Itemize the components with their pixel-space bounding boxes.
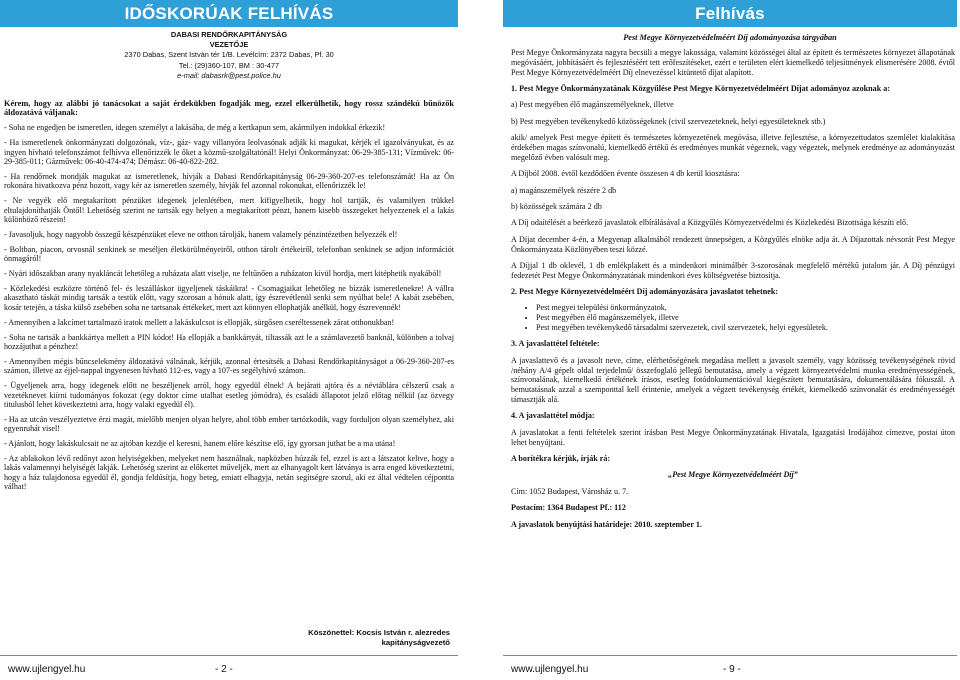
left-tip-paragraph: - Javasoljuk, hogy nagyobb összegű készpénzüket eleve ne otthon tárolják, hanem valamely pénzintézetben helyezzék el! bbox=[4, 229, 398, 239]
body-paragraph: akik/ amelyek Pest megye épített és természetes környezetének megóvása, illetve fejlesztése, a környezettudatos szemlélet kialakítása érdekében magas színvonalú, kiemelkedő értékű és eredményes munkát végeznek, vagy végeztek, melynek eredménye az adományozást megelőző évben valósult meg. bbox=[511, 133, 955, 162]
signature-thanks: Köszönettel: Kocsis István r. alezredes bbox=[308, 628, 450, 637]
police-office-role: VEZETŐJE bbox=[209, 40, 249, 50]
police-phone: Tel.: (29)360-107, BM : 30-477 bbox=[178, 60, 280, 70]
police-email: e-mail: dabasrk@pest.police.hu bbox=[177, 70, 281, 80]
left-tip-paragraph: - Nyári időszakban arany nyakláncát lehetőleg a ruházata alatt viselje, ne feltűnően a ruházaton kívül hordja, mert kitéphetik nyakából! bbox=[4, 269, 442, 279]
body-paragraph: a) magánszemélyek részére 2 db bbox=[511, 185, 617, 195]
body-paragraph: A Díjból 2008. évtől kezdődően évente összesen 4 db kerül kiosztásra: bbox=[511, 169, 740, 179]
right-footer bbox=[503, 655, 957, 680]
left-tip-paragraph: - Ha rendőrnek mondják magukat az ismeretlenek, hívják a Dabasi Rendőrkapitányság 06-29-360-207-es telefonszámát! Ha az Ön rokonára hivatkozva pénz hozott, vagy kér az ismeretlen személy, hívják fel azonnal rokonukat, ellenőrizzék le! bbox=[4, 171, 454, 191]
left-tip-paragraph: - Boltban, piacon, orvosnál senkinek se meséljen életkörülményeiről, otthon tárolt értékeiről, telefonban senkinek se adjon információt önmagáról! bbox=[4, 244, 454, 264]
left-tip-paragraph: - Ügyeljenek arra, hogy idegenek előtt ne beszéljenek arról, hogy egyedül élnek! A bejárati ajtóra és a névtáblára célszerű csak a vezetéknevet kiírni tudományos fokozat (egy doktor címe utalhat esetleg jómódra), és családi állapotot jelző előtag nélkül (az özvegy titulusból lehet következtetni arra, hogy valaki egyedül él). bbox=[4, 381, 454, 410]
police-office-name: DABASI RENDŐRKAPITÁNYSÁG bbox=[170, 30, 288, 39]
left-footer bbox=[0, 655, 458, 680]
police-address: 2370 Dabas, Szent István tér 1/B. Levélcím: 2372 Dabas, Pf. 30 bbox=[124, 50, 334, 60]
left-tip-paragraph: - Soha ne engedjen be ismeretlen, idegen személyt a lakásába, de még a kertkapun sem, akármilyen indokkal érkezik! bbox=[4, 123, 386, 133]
section-heading: 3. A javaslattétel feltétele: bbox=[511, 339, 600, 349]
right-article-body bbox=[511, 48, 955, 536]
right-footer-page-number: - 9 - bbox=[723, 664, 741, 675]
left-article-body bbox=[4, 99, 454, 497]
left-tip-paragraph: - Ajánlott, hogy lakáskulcsait ne az ajtóban kezdje el keresni, hanem előre készítse elő, így gyorsan juthat be a ma utána! bbox=[4, 439, 396, 449]
section-heading: 1. Pest Megye Önkormányzatának Közgyűlése Pest Megye Környezetvédelméért Díjat adományoz azoknak a: bbox=[511, 83, 890, 93]
body-paragraph: Pest Megye Önkormányzata nagyra becsüli a megye lakossága, valamint közösségei által az épített és természetes környezet állapotának megóvásáért, jobbításáért és fejlesztéséért tett erőfeszítéseket, ezért e területen elért kiemelkedő teljesítmények elismerésére 2008. évtől Pest Megye Környezetvédelméért Díj elnevezéssel kitüntető díjat alapított. bbox=[511, 48, 955, 77]
police-contact-block bbox=[0, 30, 458, 81]
left-tip-paragraph: - Az ablakokon lévő redőnyt azon helyiségekben, melyeket nem használnak, napközben húzzák fel, ezzel is azt a látszatot keltve, hogy a lakás valamennyi helyiségét lakják. Lehetőség szerint az előkertet műveljék, mert az elhanyagolt kert látványa is arra enged következtetni, hogy a ház tulajdonosa egyedül él, gondja feldúsítja, hogy beteg, emiatt elhagyja, netán segítségre szorul, aki ez által védtelen céjpontta válhat! bbox=[4, 454, 454, 492]
envelope-label: „Pest Megye Környezetvédelméért Díj” bbox=[668, 470, 798, 480]
body-paragraph: A Díj odaítélését a beérkező javaslatok elbírálásával a Közgyűlés Környezetvédelmi és Közlekedési Bizottsága készíti elő. bbox=[511, 218, 909, 228]
left-tip-paragraph: - Közlekedési eszközre történő fel- és leszálláskor ügyeljenek táskáikra! - Csomagjaikat lehetőleg ne bízzák ismeretlenekre! A vállra akasztható táskát mindig tartsák a testük előtt, vagy szorosan a hónuk alatt, így észrevétlenül senki sem nyúlhat bele! A kabát zsebében, kosár tetején, a táska külső zsebében soha ne tartsanak értékeket, mert azt könnyen ellophatják anélkül, hogy észrevennék! bbox=[4, 283, 454, 312]
section-heading: 2. Pest Megye Környezetvédelméért Díj adományozására javaslatot tehetnek: bbox=[511, 287, 779, 297]
left-banner-title: IDŐSKORÚAK FELHÍVÁS bbox=[124, 3, 334, 23]
signature-title: kapitányságvezető bbox=[381, 638, 450, 647]
signature-block bbox=[308, 628, 450, 648]
right-banner-title: Felhívás bbox=[695, 3, 765, 23]
left-footer-page-number: - 2 - bbox=[215, 664, 233, 675]
body-paragraph: Cím: 1052 Budapest, Városház u. 7. bbox=[511, 486, 629, 496]
left-tip-paragraph: - Soha ne tartsák a bankkártya mellett a PIN kódot! Ha ellopják a bankkártyát, tiltassák azt le a számlavezető banknál, különben a tolvaj hozzájuthat a pénzhez! bbox=[4, 332, 454, 351]
left-tip-paragraph: - Ha ismeretlenek önkormányzati dolgozónak, víz-, gáz- vagy villanyóra leolvasónak adják ki magukat, kérjék el igazolványukat, és az ingyen hívható telefonszámot felhívva ellenőrizzék le őket a közmű-szolgáltatónál! Helyi Önkormányzat: 06-29-385-131; Vízművek: 06-29-385-011; Gázművek: 06-40-474-474; Démász: 06-40-822-282. bbox=[4, 138, 454, 167]
body-paragraph: A Díjjal 1 db oklevél, 1 db emlékplakett és a mindenkori minimálbér 3-szorosának megfelelő mértékű jutalom jár. A Díj pénzügyi fedezetét Pest Megye Önkormányzatának mindenkori éves költségvetése biztosítja. bbox=[511, 260, 955, 280]
body-paragraph: b) közösségek számára 2 db bbox=[511, 201, 602, 211]
left-page bbox=[0, 0, 458, 679]
right-footer-site: www.ujlengyel.hu bbox=[511, 664, 589, 675]
body-paragraph: A javaslatokat a fenti feltételek szerint írásban Pest Megye Önkormányzatának Hivatala, Igazgatási Irodájához címezve, postai úton lehet benyújtani. bbox=[511, 427, 955, 447]
right-page bbox=[503, 0, 957, 679]
right-banner bbox=[503, 0, 957, 27]
nominator-list-item: • Pest megyei települési önkormányzatok, bbox=[536, 303, 955, 313]
body-paragraph: A javaslattevő és a javasolt neve, címe, elérhetőségének megadása mellett a javasolt személy, vagy közösség tevékenységének rövid /néhány A/4 gépelt oldal terjedelmű/ összefoglaló jellegű bemutatása, amely a végzett környezetvédelmi munka eredményességének, színvonalának, kiemelkedő értékének írásos, esetleg fotódokumentációval kiegészített bemutatására, dokumentálására fókuszál. A bemutatásnak azzal a szemponttal kell érintenie, amelyek a végzett tevékenység értékét, kiemelkedő színvonalát és eredményességét támasztják alá. bbox=[511, 355, 955, 405]
left-tip-paragraph: - Amennyiben a lakcímet tartalmazó iratok mellett a lakáskulcsot is ellopják, sürgősen cseréltessenek zárat otthonukban! bbox=[4, 317, 395, 327]
section-heading: Postacím: 1364 Budapest Pf.: 112 bbox=[511, 503, 626, 513]
nominator-list-item: • Pest megyében tevékenykedő társadalmi szervezetek, civil szervezetek, helyi egyesületek. bbox=[536, 323, 955, 333]
body-paragraph: b) Pest megyében tevékenykedő közösségeknek (civil szervezeteknek, helyi egyesületeknek stb.) bbox=[511, 116, 826, 126]
right-subtitle: Pest Megye Környezetvédelméért Díj adományozása tárgyában bbox=[623, 33, 837, 42]
left-intro-paragraph: Kérem, hogy az alábbi jó tanácsokat a saját érdekükben fogadják meg, ezzel elkerülhetik, hogy rossz szándékú bűnözők áldozatává váljanak: bbox=[4, 99, 454, 118]
section-heading: A javaslatok benyújtási határideje: 2010. szeptember 1. bbox=[511, 519, 702, 529]
body-paragraph: a) Pest megyében élő magánszemélyeknek, illetve bbox=[511, 100, 674, 110]
left-tip-paragraph: - Ha az utcán veszélyeztetve érzi magát, mielőbb menjen olyan helyre, ahol több ember tartózkodik, vagy forduljon olyan személyhez, aki egyenruhát visel! bbox=[4, 414, 454, 434]
section-heading: A borítékra kérjük, írják rá: bbox=[511, 454, 611, 463]
body-paragraph: A Díjat december 4-én, a Megyenap alkalmából rendezett ünnepségen, a Közgyűlés elnöke adja át. A Díjazottak névsorát Pest Megye Önkormányzata Közlönyében teszi közzé. bbox=[511, 234, 955, 254]
section-heading: 4. A javaslattétel módja: bbox=[511, 411, 595, 421]
nominator-list bbox=[511, 303, 955, 332]
left-tip-paragraph: - Ne vegyék elő megtakarított pénzüket idegenek jelenlétében, mert kifigyelhetik, hogy hol tartják, és valamilyen trükkel eltulajdoníthatják Öntől! Lehetőség szerint ne tartsák egy helyen a megtakarított pénzt, hanem kisebb összegeket helyezzenek el a lakás különböző részein! bbox=[4, 196, 454, 225]
left-footer-site: www.ujlengyel.hu bbox=[8, 664, 86, 675]
left-tip-paragraph: - Amennyiben mégis bűncselekmény áldozatává válnának, kérjük, azonnal értesítsék a Dabasi Rendőrkapitányságot a 06-29-360-207-es számon, illetve az éjjel-nappal ingyenesen hívható 112-es, vagy a 107-es segélyhívó számon. bbox=[4, 356, 454, 376]
left-banner bbox=[0, 0, 458, 27]
nominator-list-item: • Pest megyében élő magánszemélyek, illetve bbox=[536, 313, 955, 323]
